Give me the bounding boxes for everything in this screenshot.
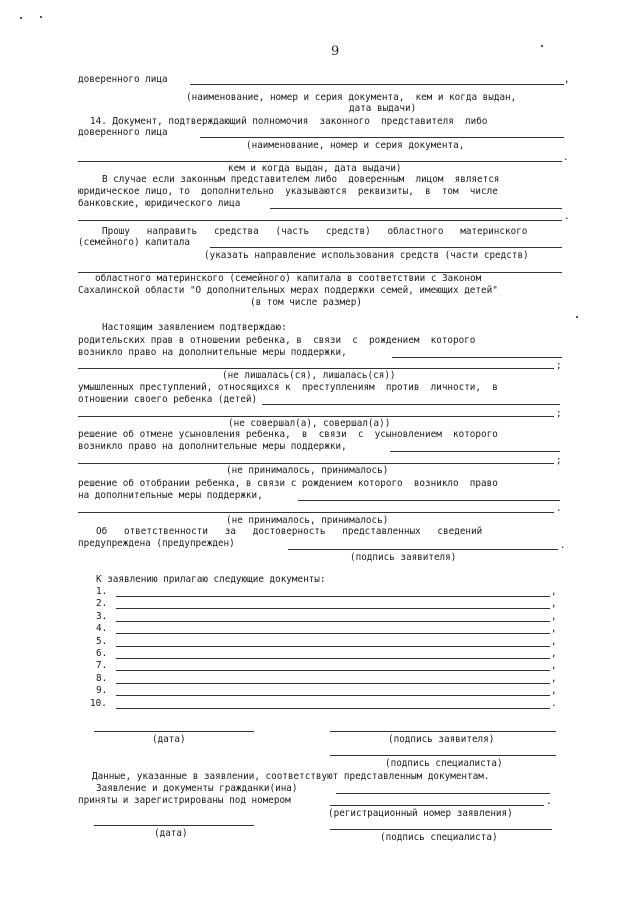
trusted-person-note-2: дата выдачи)	[349, 103, 417, 114]
attachment-end-punct: ,	[551, 672, 557, 684]
conf-1-line-1: родительских прав в отношении ребенка, в связи с рождением которого	[78, 335, 476, 346]
attachment-end-punct: ,	[551, 635, 557, 647]
item-14-note-2: кем и когда выдан, дата выдачи)	[228, 163, 402, 174]
attachment-field[interactable]	[116, 633, 550, 634]
scan-speck	[20, 17, 22, 19]
attachment-end-punct: ,	[551, 586, 557, 597]
attachment-number: 1.	[96, 586, 108, 597]
scan-speck	[541, 45, 543, 47]
attachment-field[interactable]	[116, 621, 550, 622]
conf-1-note: (не лишалась(ся), лишалась(ся))	[222, 370, 396, 381]
conf-2-field[interactable]	[262, 404, 560, 405]
conf-3-note: (не принималось, принималось)	[226, 465, 389, 476]
citizen-name-field[interactable]	[336, 793, 550, 794]
attachment-number: 9.	[96, 685, 108, 697]
attachment-end-punct: ,	[551, 623, 557, 635]
request-line-1: Прошу направить средства (часть средств) областного материнского	[102, 226, 528, 237]
item-14-note-1: (наименование, номер и серия документа,	[246, 140, 465, 151]
attachment-number: 10.	[90, 697, 107, 709]
legal-line-3: банковские, юридического лица	[78, 198, 241, 209]
conf-3-semicolon: ;	[556, 455, 562, 466]
resp-signature-field[interactable]	[288, 549, 558, 550]
item-14-dot: .	[563, 152, 569, 163]
law-line-1: областного материнского (семейного) капитала в соответствии с Законом	[95, 273, 482, 284]
trusted-person-label: доверенного лица	[78, 74, 168, 85]
conf-1-field[interactable]	[392, 357, 562, 358]
legal-dot: .	[564, 211, 570, 222]
attach-title: К заявлению прилагаю следующие документы:	[96, 574, 326, 585]
conf-1-field-2[interactable]	[78, 368, 554, 369]
law-line-2: Сахалинской области "О дополнительных мерах поддержки семей, имеющих детей"	[78, 285, 498, 296]
attachment-field[interactable]	[116, 596, 550, 597]
attachment-field[interactable]	[116, 708, 550, 709]
attachment-number: 7.	[96, 660, 108, 672]
date-label: (дата)	[152, 734, 186, 745]
verify-line: Данные, указанные в заявлении, соответствуют представленным документам.	[92, 771, 490, 782]
scan-speck	[576, 316, 578, 318]
accepted-line-2: приняты и зарегистрированы под номером	[78, 795, 291, 806]
attachment-number: 5.	[96, 635, 108, 647]
attachment-end-punct: ,	[551, 610, 557, 622]
applicant-sign-field[interactable]	[330, 731, 556, 732]
scan-speck	[40, 16, 42, 18]
conf-2-line-1: умышленных преступлений, относящихся к преступлениям против личности, в	[78, 382, 498, 393]
attachment-end-punct: ,	[551, 685, 557, 697]
conf-3-line-1: решение об отмене усыновления ребенка, в связи с усыновлением которого	[78, 429, 498, 440]
conf-4-line-1: решение об отобрании ребенка, в связи с рождением которого возникло право	[78, 478, 498, 489]
reg-note: (регистрационный номер заявления)	[328, 808, 513, 819]
legal-field-2[interactable]	[78, 220, 562, 221]
conf-4-field-2[interactable]	[78, 512, 554, 513]
specialist-sign-field[interactable]	[330, 755, 556, 756]
confirm-title: Настоящим заявлением подтверждаю:	[102, 322, 287, 333]
attachment-number: 3.	[96, 610, 108, 622]
request-line-2: (семейного) капитала	[78, 237, 190, 248]
conf-4-line-2: на дополнительные меры поддержки,	[78, 490, 263, 501]
resp-line-2: предупреждена (предупрежден)	[78, 538, 235, 549]
attachment-field[interactable]	[116, 646, 550, 647]
law-line-3: (в том числе размер)	[250, 297, 362, 308]
specialist-sign-label-2: (подпись специалиста)	[380, 832, 498, 843]
attachment-field[interactable]	[116, 683, 550, 684]
trusted-person-note-1: (наименование, номер и серия документа, кем и когда выдан,	[186, 92, 517, 103]
legal-line-2: юридическое лицо, то дополнительно указываются реквизиты, в том числе	[78, 186, 498, 197]
attachment-field[interactable]	[116, 658, 550, 659]
request-note: (указать направление использования средств (части средств)	[204, 250, 529, 261]
item-14-line-2: доверенного лица	[78, 127, 168, 138]
attachment-field[interactable]	[116, 608, 550, 609]
attachment-end-punct: ,	[551, 598, 557, 610]
attachment-number: 6.	[96, 648, 108, 659]
date-field[interactable]	[94, 731, 254, 732]
attachment-field[interactable]	[116, 670, 550, 671]
page-number: 9	[331, 44, 340, 59]
date-label-2: (дата)	[154, 828, 188, 839]
conf-2-semicolon: ;	[556, 408, 562, 419]
attachment-number: 8.	[96, 672, 108, 684]
accepted-line-1: Заявление и документы гражданки(ина)	[96, 783, 298, 794]
date-field-2[interactable]	[94, 825, 254, 826]
conf-4-note: (не принималось, принималось)	[226, 515, 389, 526]
conf-3-field-2[interactable]	[78, 463, 554, 464]
applicant-sign-label: (подпись заявителя)	[388, 734, 495, 745]
reg-number-field[interactable]	[330, 805, 544, 806]
conf-2-line-2: отношении своего ребенка (детей)	[78, 394, 258, 405]
resp-note: (подпись заявителя)	[350, 552, 457, 563]
attachment-number: 2.	[96, 598, 108, 610]
item-14-line-1: 14. Документ, подтверждающий полномочия законного представителя либо	[90, 116, 488, 127]
resp-line-1: Об ответственности за достоверность представленных сведений	[96, 526, 483, 537]
resp-dot: .	[560, 540, 566, 551]
conf-2-field-2[interactable]	[78, 416, 554, 417]
conf-3-field[interactable]	[390, 451, 560, 452]
legal-line-1: В случае если законным представителем либо доверенным лицом является	[102, 174, 500, 185]
attachment-field[interactable]	[116, 695, 550, 696]
conf-3-line-2: возникло право на дополнительные меры поддержки,	[78, 441, 347, 452]
trusted-person-comma: ,	[564, 74, 570, 85]
specialist-sign-label: (подпись специалиста)	[385, 758, 503, 769]
attachment-end-punct: ,	[551, 660, 557, 672]
conf-4-dot: .	[556, 503, 562, 514]
conf-2-note: (не совершал(а), совершал(а))	[228, 418, 391, 429]
item-14-field[interactable]	[200, 137, 564, 138]
attachment-end-punct: .	[551, 697, 557, 709]
legal-field-1[interactable]	[270, 208, 562, 209]
conf-4-field[interactable]	[298, 500, 560, 501]
reg-dot: .	[546, 796, 552, 807]
attachment-number: 4.	[96, 623, 108, 635]
conf-1-line-2: возникло право на дополнительные меры поддержки,	[78, 347, 347, 358]
item-14-field-2[interactable]	[78, 161, 562, 162]
conf-1-semicolon: ;	[556, 360, 562, 371]
request-field[interactable]	[210, 247, 562, 248]
attachment-end-punct: ,	[551, 648, 557, 659]
trusted-person-field[interactable]	[190, 84, 564, 85]
specialist-sign-field-2[interactable]	[330, 829, 552, 830]
